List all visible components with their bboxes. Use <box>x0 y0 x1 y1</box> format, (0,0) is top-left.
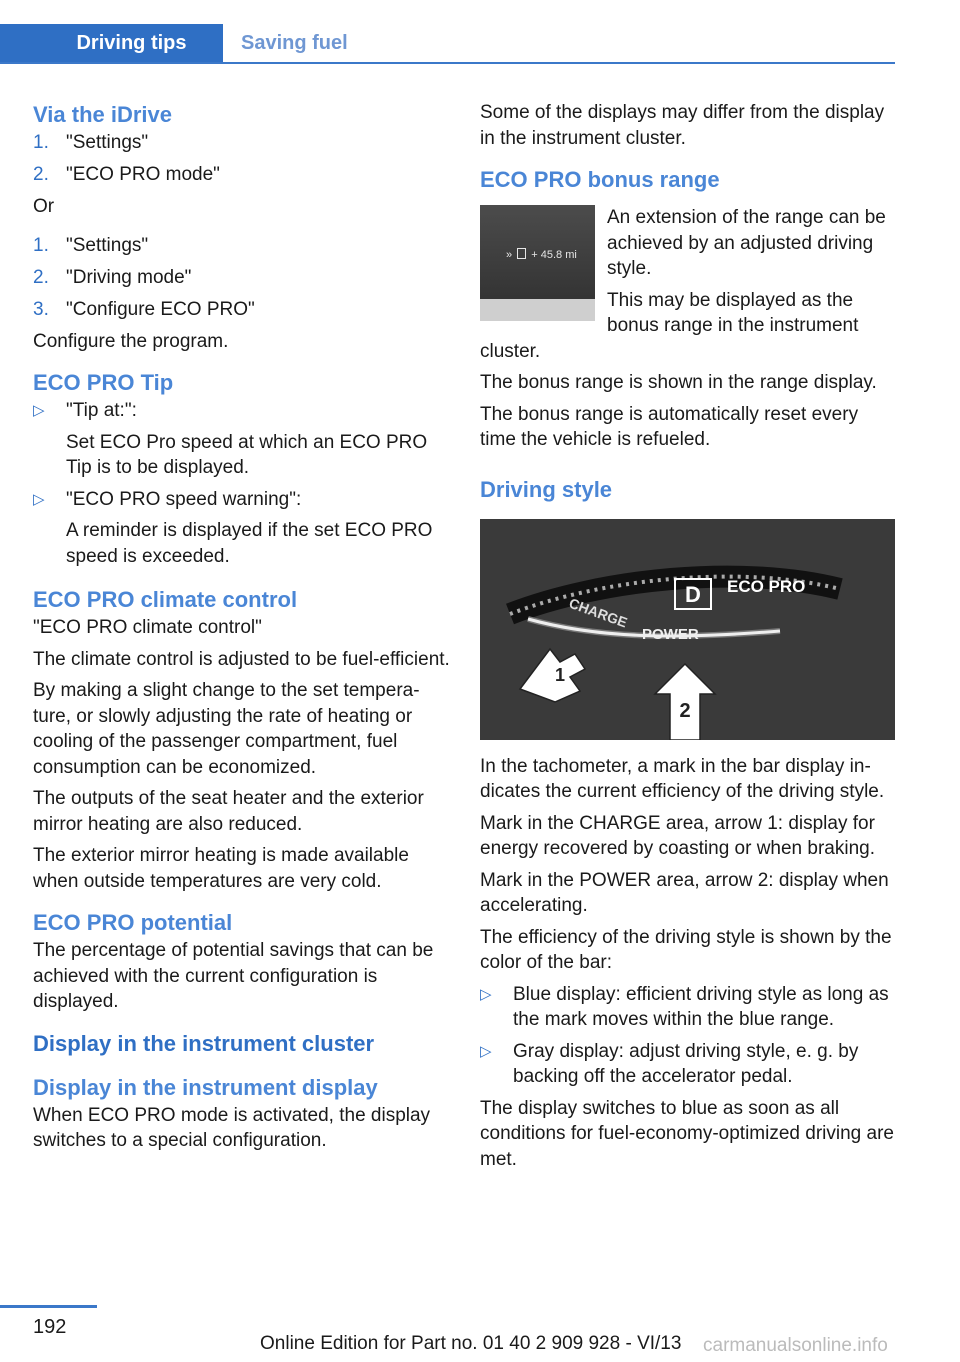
charge-label: CHARGE <box>566 594 630 631</box>
heading-eco-pro-tip: ECO PRO Tip <box>33 370 174 395</box>
or-text: Or <box>33 196 55 217</box>
list-item: 1. "Settings" <box>33 234 149 256</box>
online-edition-text: Online Edition for Part no. 01 40 2 909 928 - VI/13 <box>260 1333 682 1354</box>
display-text: When ECO PRO mode is activated, the display switches to a special configuration. <box>33 1104 431 1151</box>
power-label: POWER <box>642 625 699 643</box>
style-text-5: The display switches to blue as soon as all conditions for fuel-economy-optimized driving are met. <box>480 1097 894 1170</box>
watermark: carmanualsonline.info <box>703 1335 888 1356</box>
bonus-text-1: An extension of the range can be achieved by an adjusted driving style. <box>607 207 886 279</box>
list-item: ▷ Blue display: efficient driving style as long as the mark moves within the blue range. <box>480 983 889 1030</box>
style-text-3: Mark in the POWER area, arrow 2: display when accelerating. <box>480 869 889 916</box>
bonus-text-2: This may be displayed as the bonus range in the instrument cluster. <box>480 289 859 362</box>
mode-label: ECO PRO <box>727 576 806 596</box>
climate-text-5: The exterior mirror heating is made available when outside temperatures are very cold. <box>33 845 409 892</box>
arrow-2-label: 2 <box>679 699 691 722</box>
page-number: 192 <box>33 1316 67 1338</box>
arrow-1-label: 1 <box>554 664 566 685</box>
bonus-section <box>480 205 898 370</box>
tab-saving-fuel[interactable]: Saving fuel <box>241 32 348 54</box>
left-column <box>33 100 451 1160</box>
heading-via-idrive: Via the iDrive <box>33 102 172 127</box>
intro-text: Some of the displays may differ from the display in the instrument cluster. <box>480 102 885 149</box>
potential-text: The percentage of potential savings that can be achieved with the current configuration is displayed. <box>33 940 434 1012</box>
footer-rule <box>0 1305 97 1308</box>
steps-list-2 <box>33 233 451 323</box>
list-item: 2. "Driving mode" <box>33 266 192 288</box>
efficiency-gauge-image <box>480 519 895 740</box>
bullet-triangle-icon: ▷ <box>33 402 45 419</box>
climate-text-1: "ECO PRO climate control" <box>33 617 262 638</box>
list-item: ▷ "Tip at:": Set ECO Pro speed at which an ECO PRO Tip is to be displayed. <box>33 400 428 478</box>
style-list <box>480 982 898 1090</box>
heading-eco-pro-potential: ECO PRO potential <box>33 910 233 935</box>
climate-text-4: The outputs of the seat heater and the exterior mirror heating are also reduced. <box>33 788 424 835</box>
tab-driving-tips[interactable]: Driving tips <box>0 24 223 62</box>
style-text-4: The efficiency of the driving style is shown by the color of the bar: <box>480 926 892 973</box>
style-text-1: In the tachometer, a mark in the bar display indicates the current efficiency of the driving style. <box>480 755 885 802</box>
double-chevron-icon: » <box>506 249 513 261</box>
right-column <box>480 100 898 1178</box>
style-text-2: Mark in the CHARGE area, arrow 1: display for energy recovered by coasting or when braking. <box>480 812 876 859</box>
bullet-triangle-icon: ▷ <box>480 1042 492 1060</box>
list-item: ▷ Gray display: adjust driving style, e. g. by backing off the accelerator pedal. <box>480 1040 859 1087</box>
bonus-text-4: The bonus range is automatically reset every time the vehicle is refueled. <box>480 403 859 450</box>
steps-list-1 <box>33 130 451 188</box>
configure-text: Configure the program. <box>33 330 229 352</box>
bullet-triangle-icon: ▷ <box>480 985 492 1003</box>
fuel-pump-icon <box>517 248 526 259</box>
tip-list <box>33 398 451 569</box>
heading-driving-style: Driving style <box>480 476 613 502</box>
header-bar <box>0 24 895 64</box>
bonus-range-image: » + 45.8 mi <box>480 205 595 321</box>
heading-display-instrument-display: Display in the instrument display <box>33 1074 378 1100</box>
gear-indicator: D <box>685 581 701 607</box>
climate-text-2: The climate control is adjusted to be fuel-efficient. <box>33 648 450 670</box>
list-item: ▷ "ECO PRO speed warning": A reminder is displayed if the set ECO PRO speed is exceeded. <box>33 488 433 567</box>
list-item: 1. "Settings" <box>33 132 149 153</box>
heading-eco-pro-climate: ECO PRO climate control <box>33 587 298 612</box>
bullet-triangle-icon: ▷ <box>33 490 45 508</box>
list-item: 3. "Configure ECO PRO" <box>33 298 255 320</box>
climate-text-3: By making a slight change to the set temperature, or slowly adjusting the rate of heating or cooling of the passenger compartment, fuel consumption can be economized. <box>33 680 420 778</box>
heading-bonus-range: ECO PRO bonus range <box>480 167 720 192</box>
list-item: 2. "ECO PRO mode" <box>33 164 220 185</box>
bonus-text-3: The bonus range is shown in the range display. <box>480 372 877 393</box>
heading-display-instrument-cluster: Display in the instrument cluster <box>33 1030 375 1056</box>
